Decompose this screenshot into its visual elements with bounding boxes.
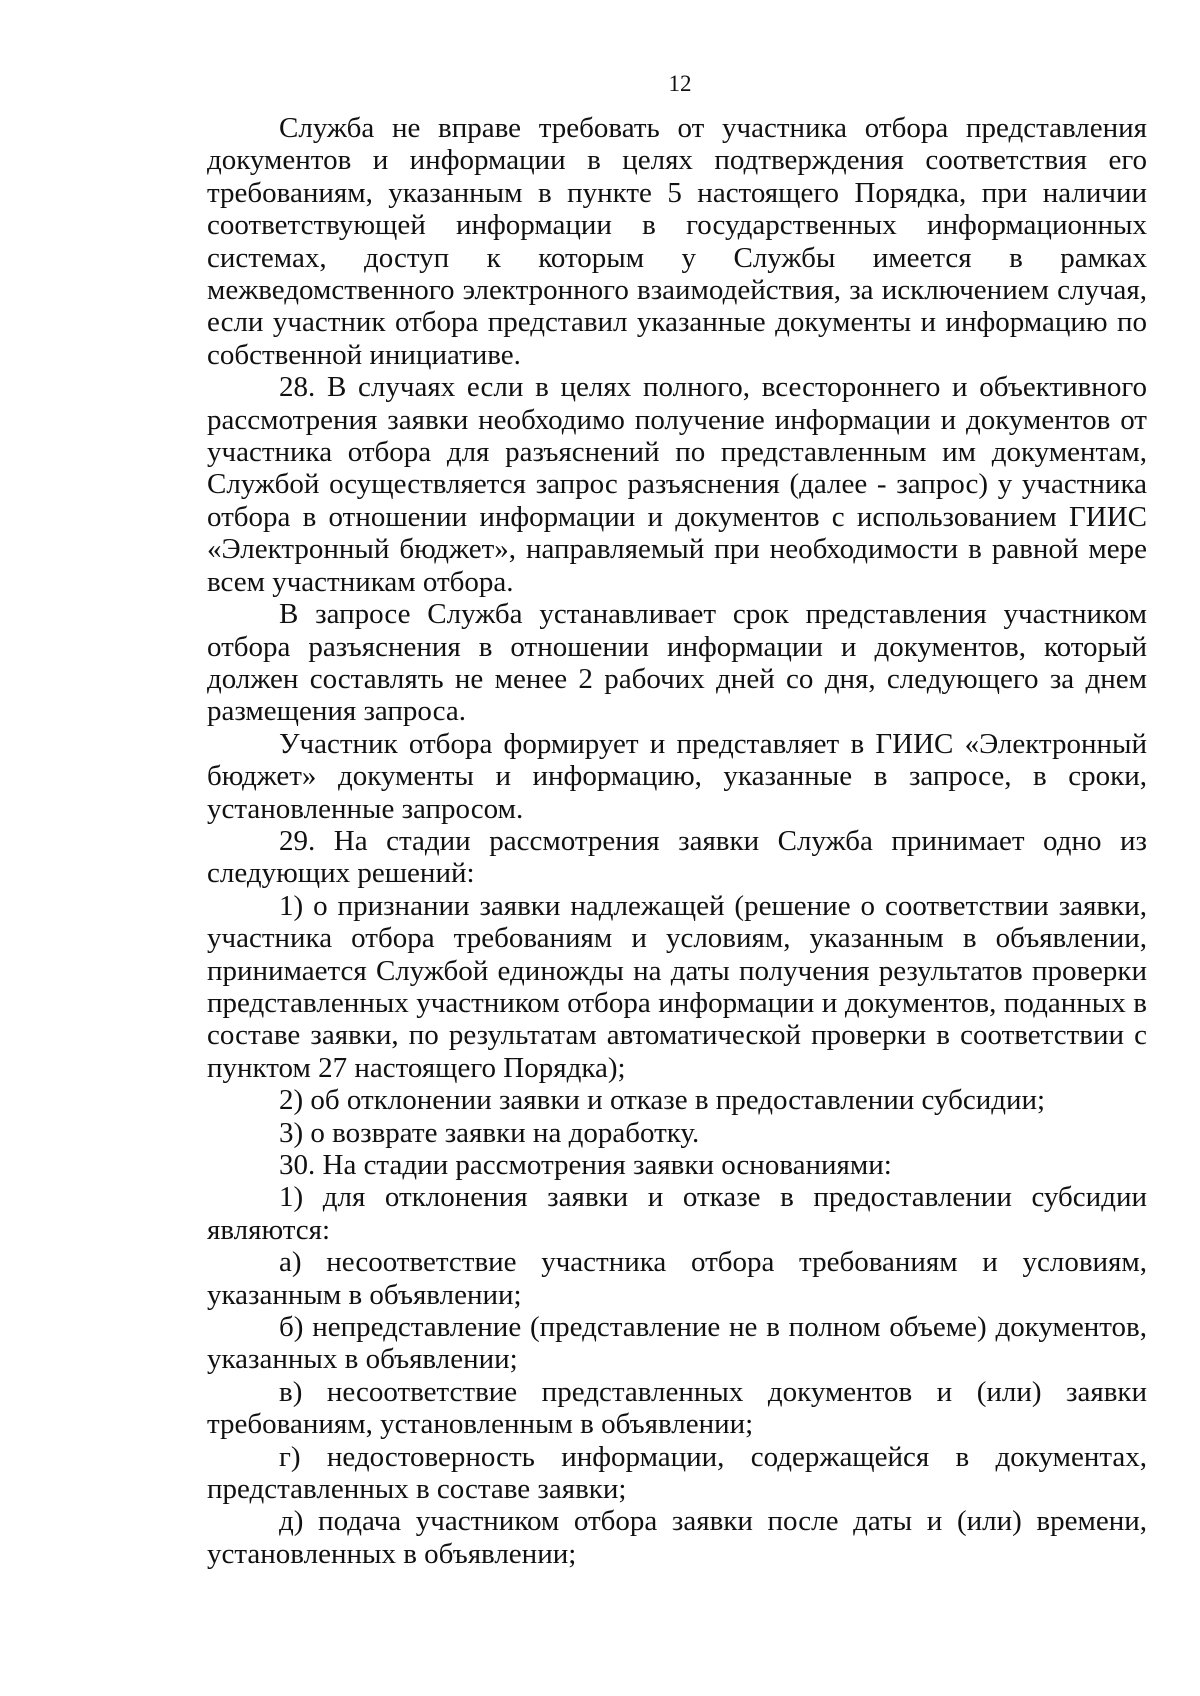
paragraph-30-subitem-d: д) подача участником отбора заявки после даты и (или) времени, установленных в объявлении; bbox=[207, 1505, 1147, 1570]
paragraph-28-response: Участник отбора формирует и представляет в ГИИС «Электронный бюджет» документы и информацию, указанные в запросе, в сроки, установленные запросом. bbox=[207, 727, 1147, 825]
paragraph-29-item-3: 3) о возврате заявки на доработку. bbox=[279, 1116, 700, 1149]
page-number: 12 bbox=[668, 71, 692, 96]
paragraph-30-subitem-a: а) несоответствие участника отбора требованиям и условиям, указанным в объявлении; bbox=[207, 1246, 1147, 1311]
paragraph-27-continuation: Служба не вправе требовать от участника отбора представления документов и информации в целях подтверждения соответствия его требованиям, указанным в пункте 5 настоящего Порядка, при наличии соответствующей информации в государственных информационных системах, доступ к которым у Службы имеется в рамках межведомственного электронного взаимодействия, за исключением случая, если участник отбора представил указанные документы и информацию по собственной инициативе. bbox=[207, 112, 1147, 371]
paragraph-29: 29. На стадии рассмотрения заявки Служба принимает одно из следующих решений: bbox=[207, 824, 1147, 890]
document-body bbox=[207, 112, 1147, 1570]
paragraph-29-item-1: 1) о признании заявки надлежащей (решение о соответствии заявки, участника отбора требованиям и условиям, указанным в объявлении, принимается Службой единожды на даты получения результатов проверки представленных участником отбора информации и документов, поданных в составе заявки, по результатам автоматической проверки в соответствии с пунктом 27 настоящего Порядка); bbox=[207, 889, 1147, 1084]
paragraph-28: 28. В случаях если в целях полного, всестороннего и объективного рассмотрения заявки необходимо получение информации и документов от участника отбора для разъяснений по представленным им документам, Службой осуществляется запрос разъяснения (далее - запрос) у участника отбора в отношении информации и документов с использованием ГИИС «Электронный бюджет», направляемый при необходимости в равной мере всем участникам отбора. bbox=[207, 371, 1147, 598]
paragraph-30-item-1: 1) для отклонения заявки и отказе в предоставлении субсидии являются: bbox=[207, 1181, 1147, 1246]
paragraph-30-subitem-g: г) недостоверность информации, содержащейся в документах, представленных в составе заявки; bbox=[207, 1440, 1147, 1506]
paragraph-30: 30. На стадии рассмотрения заявки основаниями: bbox=[279, 1149, 892, 1181]
paragraph-28-request-deadline: В запросе Служба устанавливает срок представления участником отбора разъяснения в отношении информации и документов, который должен составлять не менее 2 рабочих дней со дня, следующего за днем размещения запроса. bbox=[207, 598, 1147, 728]
paragraph-29-item-2: 2) об отклонении заявки и отказе в предоставлении субсидии; bbox=[279, 1084, 1046, 1117]
paragraph-30-subitem-v: в) несоответствие представленных документов и (или) заявки требованиям, установленным в объявлении; bbox=[207, 1375, 1147, 1441]
paragraph-30-subitem-b: б) непредставление (представление не в полном объеме) документов, указанных в объявлении; bbox=[207, 1311, 1147, 1376]
